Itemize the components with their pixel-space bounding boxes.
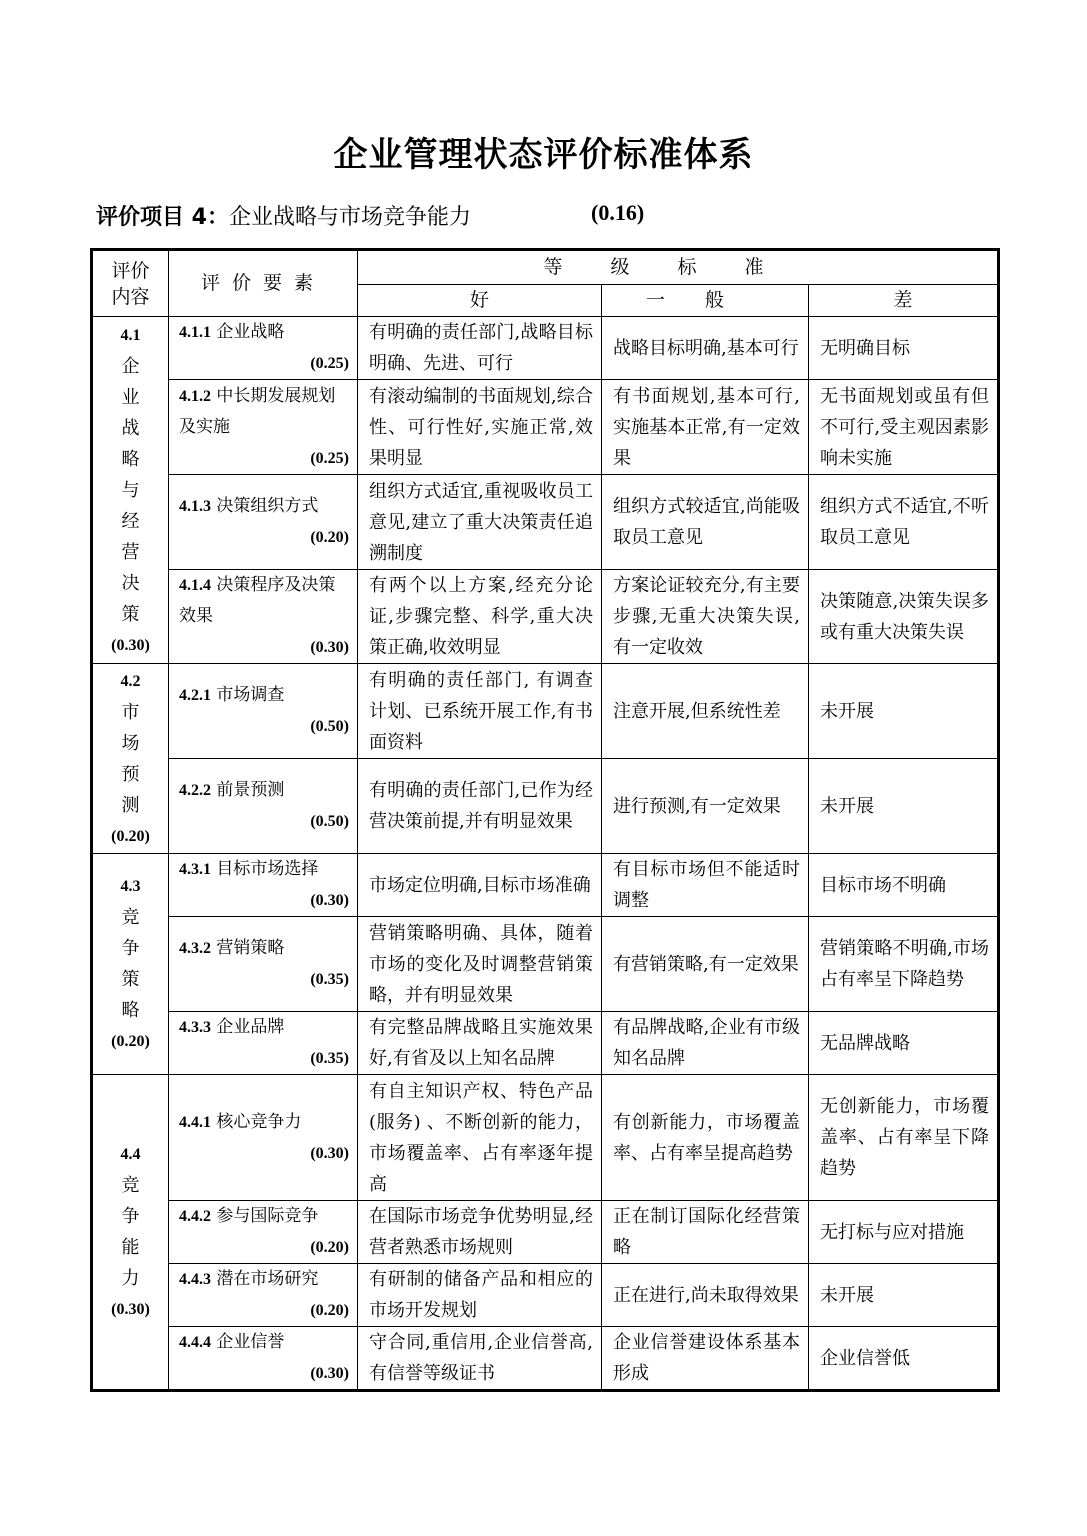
element-number: 4.2.2 <box>179 782 211 799</box>
group-name-char: 战 <box>121 417 140 439</box>
standard-good-cell: 有自主知识产权、特色产品(服务) 、不断创新的能力，市场覆盖率、占有率逐年提高 <box>358 1075 602 1201</box>
group-name-char: 竞 <box>121 1175 140 1196</box>
evaluation-table <box>90 248 1000 1392</box>
table-row <box>92 380 999 475</box>
standard-poor-cell: 决策随意,决策失误多或有重大决策失误 <box>809 570 999 664</box>
standard-good-cell: 有两个以上方案,经充分论证,步骤完整、科学,重大决策正确,收效明显 <box>358 570 602 664</box>
standard-normal-cell: 企业信誉建设体系基本形成 <box>602 1327 809 1391</box>
standard-normal-cell: 注意开展,但系统性差 <box>602 664 809 759</box>
table-row <box>92 570 999 664</box>
header-eval-content-line2: 内容 <box>111 285 150 308</box>
table-row <box>92 664 999 759</box>
standard-poor-cell: 无明确目标 <box>809 317 999 380</box>
standard-poor-cell: 组织方式不适宜,不听取员工意见 <box>809 475 999 570</box>
element-cell <box>169 1075 358 1201</box>
standard-poor-cell: 无创新能力，市场覆盖率、占有率呈下降趋势 <box>809 1075 999 1201</box>
element-weight: (0.20) <box>310 1302 349 1319</box>
group-name-char: 策 <box>121 969 140 990</box>
group-cell <box>92 664 169 854</box>
standard-normal-cell: 有品牌战略,企业有市级知名品牌 <box>602 1012 809 1075</box>
table-row <box>92 1075 999 1201</box>
element-number: 4.4.4 <box>179 1334 211 1351</box>
group-number: 4.4 <box>120 1146 141 1163</box>
group-name-char: 能 <box>121 1237 140 1258</box>
element-weight: (0.50) <box>310 813 349 830</box>
element-title: 核心竞争力 <box>216 1111 302 1132</box>
element-title: 企业战略 <box>216 322 285 342</box>
element-number: 4.1.3 <box>179 498 211 515</box>
group-name-char: 争 <box>121 1206 140 1227</box>
element-cell <box>169 759 358 854</box>
standard-normal-cell: 正在进行,尚未取得效果 <box>602 1264 809 1327</box>
group-name-char: 略 <box>121 448 140 470</box>
element-title: 前景预测 <box>216 780 285 800</box>
header-eval-content-line1: 评价 <box>111 259 150 282</box>
element-cell <box>169 1264 358 1327</box>
project-name: 企业战略与市场竞争能力 <box>228 205 471 230</box>
group-number: 4.1 <box>120 326 141 344</box>
element-cell <box>169 917 358 1012</box>
standard-normal-cell: 组织方式较适宜,尚能吸取员工意见 <box>602 475 809 570</box>
element-title: 潜在市场研究 <box>216 1269 319 1289</box>
element-weight: (0.30) <box>310 892 349 909</box>
element-weight: (0.35) <box>310 1050 349 1067</box>
element-cell <box>169 854 358 917</box>
element-name <box>179 570 349 632</box>
element-weight: (0.35) <box>310 971 349 988</box>
element-number: 4.4.2 <box>179 1208 211 1225</box>
group-name-char: 与 <box>121 479 140 501</box>
element-title: 营销策略 <box>216 938 285 958</box>
element-title: 决策程序及决策效果 <box>179 575 336 626</box>
element-name <box>179 1012 349 1043</box>
project-label: 评价项目 4： <box>96 205 229 230</box>
element-name <box>179 933 349 964</box>
element-name <box>179 775 349 806</box>
standard-poor-cell: 无书面规划或虽有但不可行,受主观因素影响未实施 <box>809 380 999 475</box>
table-row <box>92 854 999 917</box>
table-row <box>92 759 999 854</box>
element-weight: (0.20) <box>310 529 349 546</box>
element-cell <box>169 475 358 570</box>
element-number: 4.2.1 <box>179 687 211 704</box>
standard-poor-cell: 企业信誉低 <box>809 1327 999 1391</box>
element-title: 企业信誉 <box>216 1332 285 1352</box>
group-cell <box>92 854 169 1075</box>
standard-normal-cell: 有目标市场但不能适时调整 <box>602 854 809 917</box>
element-name <box>179 381 349 443</box>
header-normal: 一般 <box>602 285 809 317</box>
standard-normal-cell: 战略目标明确,基本可行 <box>602 317 809 380</box>
standard-good-cell: 营销策略明确、具体，随着市场的变化及时调整营销策略，并有明显效果 <box>358 917 602 1012</box>
group-weight: (0.30) <box>111 1301 150 1318</box>
element-cell <box>169 664 358 759</box>
element-cell <box>169 317 358 380</box>
standard-good-cell: 有明确的责任部门, 有调查计划、已系统开展工作,有书面资料 <box>358 664 602 759</box>
element-weight: (0.30) <box>310 1144 349 1162</box>
element-weight: (0.25) <box>310 355 349 372</box>
element-cell <box>169 380 358 475</box>
element-number: 4.3.1 <box>179 861 211 878</box>
group-name-char: 经 <box>121 510 140 532</box>
group-name-char: 测 <box>121 794 140 816</box>
element-name <box>179 854 349 885</box>
element-cell <box>169 1201 358 1264</box>
table-row <box>92 475 999 570</box>
standard-good-cell: 有完整品牌战略且实施效果好,有省及以上知名品牌 <box>358 1012 602 1075</box>
standard-poor-cell: 无打标与应对措施 <box>809 1201 999 1264</box>
group-name-char: 竞 <box>121 907 140 928</box>
table-row <box>92 1201 999 1264</box>
standard-poor-cell: 未开展 <box>809 759 999 854</box>
element-name <box>179 491 349 522</box>
element-name <box>179 680 349 711</box>
element-title: 目标市场选择 <box>216 859 319 879</box>
element-number: 4.1.4 <box>179 577 211 594</box>
element-cell <box>169 1327 358 1391</box>
standard-normal-cell: 有书面规划,基本可行,实施基本正常,有一定效果 <box>602 380 809 475</box>
table-row <box>92 1012 999 1075</box>
standard-poor-cell: 营销策略不明确,市场占有率呈下降趋势 <box>809 917 999 1012</box>
element-number: 4.3.3 <box>179 1019 211 1036</box>
element-weight: (0.25) <box>310 449 349 467</box>
element-title: 企业品牌 <box>216 1017 285 1037</box>
group-weight: (0.20) <box>111 827 150 845</box>
standard-good-cell: 市场定位明确,目标市场准确 <box>358 854 602 917</box>
element-weight: (0.30) <box>310 639 349 656</box>
element-name <box>179 1107 349 1138</box>
standard-poor-cell: 无品牌战略 <box>809 1012 999 1075</box>
element-cell <box>169 570 358 664</box>
project-heading <box>96 200 645 231</box>
element-title: 中长期发展规划及实施 <box>179 385 336 437</box>
element-title: 市场调查 <box>216 685 285 705</box>
group-name-char: 争 <box>121 938 140 959</box>
element-name <box>179 1201 349 1232</box>
standard-normal-cell: 方案论证较充分,有主要步骤,无重大决策失误, 有一定收效 <box>602 570 809 664</box>
group-name-char: 策 <box>121 603 140 625</box>
group-cell <box>92 317 169 664</box>
standard-good-cell: 有滚动编制的书面规划,综合性、可行性好,实施正常,效果明显 <box>358 380 602 475</box>
element-title: 决策组织方式 <box>216 496 319 516</box>
group-name-char: 市 <box>121 701 140 723</box>
standard-normal-cell: 进行预测,有一定效果 <box>602 759 809 854</box>
element-name <box>179 1264 349 1295</box>
header-good: 好 <box>358 285 602 317</box>
header-elements: 评价要素 <box>169 250 358 317</box>
element-number: 4.1.2 <box>179 387 211 405</box>
standard-normal-cell: 正在制订国际化经营策略 <box>602 1201 809 1264</box>
standard-good-cell: 有明确的责任部门,战略目标明确、先进、可行 <box>358 317 602 380</box>
group-name-char: 场 <box>121 732 140 754</box>
element-number: 4.4.3 <box>179 1271 211 1288</box>
element-weight: (0.50) <box>310 718 349 735</box>
table-body <box>92 317 999 1391</box>
standard-good-cell: 有研制的储备产品和相应的市场开发规划 <box>358 1264 602 1327</box>
group-weight: (0.30) <box>111 636 150 654</box>
element-name <box>179 317 349 348</box>
standard-good-cell: 在国际市场竞争优势明显,经营者熟悉市场规则 <box>358 1201 602 1264</box>
group-name-char: 预 <box>121 763 140 785</box>
table-row <box>92 917 999 1012</box>
standard-poor-cell: 未开展 <box>809 1264 999 1327</box>
group-name-char: 业 <box>121 386 140 408</box>
element-number: 4.1.1 <box>179 324 211 341</box>
group-name-char: 决 <box>121 572 140 594</box>
header-poor: 差 <box>809 285 999 317</box>
group-cell <box>92 1075 169 1391</box>
project-weight: (0.16) <box>591 200 645 225</box>
group-name-char: 营 <box>121 541 140 563</box>
element-weight: (0.20) <box>310 1239 349 1256</box>
standard-normal-cell: 有营销策略,有一定效果 <box>602 917 809 1012</box>
standard-poor-cell: 目标市场不明确 <box>809 854 999 917</box>
group-name-char: 略 <box>121 1000 140 1021</box>
standard-good-cell: 组织方式适宜,重视吸收员工意见,建立了重大决策责任追溯制度 <box>358 475 602 570</box>
element-cell <box>169 1012 358 1075</box>
group-name-char: 力 <box>121 1268 140 1289</box>
table-row <box>92 1327 999 1391</box>
header-grade-standard: 等级标准 <box>358 250 999 285</box>
standard-good-cell: 守合同,重信用,企业信誉高,有信誉等级证书 <box>358 1327 602 1391</box>
element-weight: (0.30) <box>310 1365 349 1382</box>
table-row <box>92 317 999 380</box>
table-row <box>92 1264 999 1327</box>
element-title: 参与国际竞争 <box>216 1206 319 1226</box>
element-number: 4.4.1 <box>179 1113 211 1131</box>
element-number: 4.3.2 <box>179 940 211 957</box>
group-number: 4.2 <box>120 672 141 690</box>
header-eval-content <box>92 250 169 317</box>
document-title: 企业管理状态评价标准体系 <box>333 135 754 175</box>
standard-normal-cell: 有创新能力，市场覆盖率、占有率呈提高趋势 <box>602 1075 809 1201</box>
group-number: 4.3 <box>120 878 141 895</box>
group-weight: (0.20) <box>111 1033 150 1050</box>
standard-good-cell: 有明确的责任部门,已作为经营决策前提,并有明显效果 <box>358 759 602 854</box>
group-name-char: 企 <box>121 355 140 377</box>
standard-poor-cell: 未开展 <box>809 664 999 759</box>
element-name <box>179 1327 349 1358</box>
